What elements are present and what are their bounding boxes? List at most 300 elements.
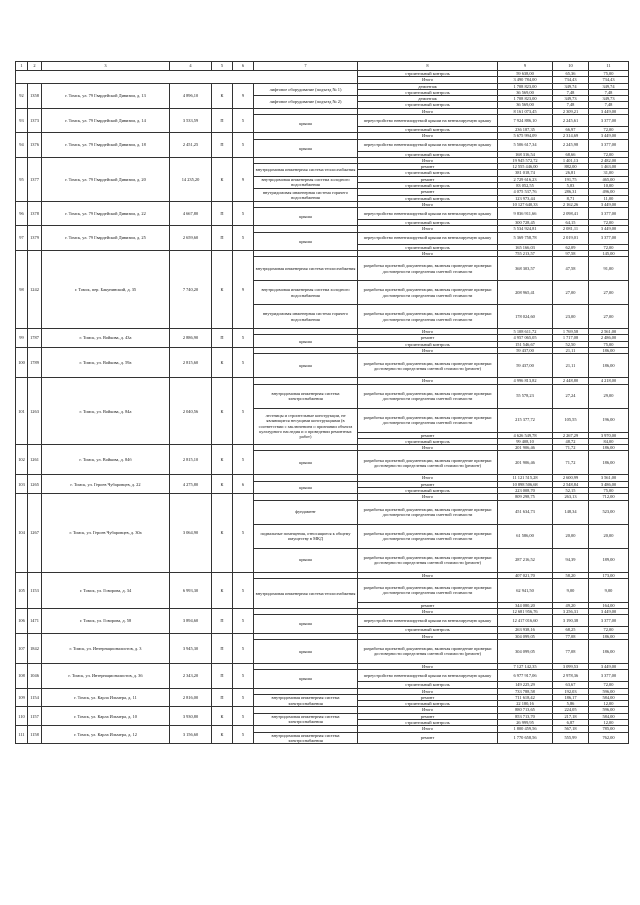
col-header: 11: [589, 62, 629, 71]
cost-cell: 263 938,16: [498, 627, 553, 633]
rate-cell: 1 769,58: [553, 329, 589, 335]
limit-cell: 72,00: [589, 682, 629, 688]
work-cell: ремонт: [358, 176, 498, 182]
cost-cell: 368 303,57: [498, 257, 553, 281]
work-cell: строительный контроль: [358, 701, 498, 707]
cost-cell: 711 618,42: [498, 694, 553, 700]
floors: 5: [233, 201, 254, 226]
limit-cell: 596,00: [589, 688, 629, 694]
rate-cell: 21,11: [553, 354, 589, 378]
system-cell: внутридомовая инженерная система теплоснабжения: [254, 164, 358, 177]
limit-cell: 173,00: [589, 572, 629, 578]
cost-cell: 99 408,10: [498, 438, 553, 444]
cost-cell: 7 924 886,10: [498, 114, 553, 126]
house-area: 3 533,59: [170, 108, 212, 133]
col-header: 2: [28, 62, 42, 71]
rate-cell: 186,17: [553, 694, 589, 700]
house-address: г. Томск, ул. Войкова, д. 84а: [42, 378, 170, 445]
work-cell: ремонт: [358, 164, 498, 170]
rate-cell: 2 978,36: [553, 670, 589, 682]
floors: 5: [233, 726, 254, 744]
house-id: 1157: [28, 707, 42, 726]
work-cell: Итого: [358, 201, 498, 207]
row-number: 109: [16, 688, 28, 707]
work-cell: Итого: [358, 226, 498, 232]
limit-cell: 27,00: [589, 305, 629, 329]
cost-cell: 9 836 911,66: [498, 208, 553, 220]
system-cell: крыша: [254, 139, 358, 157]
limit-cell: 186,00: [589, 348, 629, 354]
row-number: 111: [16, 726, 28, 744]
house-area: 2 886,90: [170, 329, 212, 348]
house-area: 2 451,25: [170, 133, 212, 158]
house-area: 4 896,10: [170, 83, 212, 108]
limit-cell: 584,00: [589, 713, 629, 719]
house-address: г. Томск, ул. Войкова, д. 84б: [42, 445, 170, 475]
rate-cell: 77,08: [553, 633, 589, 639]
work-cell: переустройство невентилируемой крыши на вентилируемую крышу: [358, 114, 498, 126]
limit-cell: 2 486,00: [589, 335, 629, 341]
cost-cell: 344 080,20: [498, 602, 553, 608]
limit-cell: 84,00: [589, 438, 629, 444]
limit-cell: 186,00: [589, 633, 629, 639]
row-number: 101: [16, 378, 28, 445]
work-cell: Итого: [358, 609, 498, 615]
cost-cell: 149 225,29: [498, 682, 553, 688]
limit-cell: 27,00: [589, 281, 629, 305]
rate-cell: 3 256,31: [553, 609, 589, 615]
system-cell: внутридомовая инженерная система холодного водоснабжения: [254, 281, 358, 305]
row-number: 103: [16, 475, 28, 494]
register-table: [15, 61, 629, 744]
cost-cell: 755 213,57: [498, 250, 553, 256]
work-cell: ремонт: [358, 732, 498, 744]
col-header: 4: [170, 62, 212, 71]
rate-cell: 882,00: [553, 164, 589, 170]
cost-cell: 1 800 459,56: [498, 726, 553, 732]
system-cell: крыша: [254, 639, 358, 663]
row-number: 110: [16, 707, 28, 726]
cost-cell: 381 018,74: [498, 170, 553, 176]
cost-cell: 26 999,95: [498, 719, 553, 725]
cost-cell: 4 957 065,05: [498, 335, 553, 341]
work-cell: ремонт: [358, 602, 498, 608]
limit-cell: 3 377,00: [589, 208, 629, 220]
work-cell: Итого: [358, 250, 498, 256]
rate-cell: 49,20: [553, 602, 589, 608]
limit-cell: 75,00: [589, 341, 629, 347]
cost-cell: 287 216,52: [498, 548, 553, 572]
rate-cell: 105,55: [553, 408, 589, 432]
cell-empty: [16, 71, 358, 84]
cost-cell: 59 638,00: [498, 71, 553, 77]
wall-material: К: [212, 83, 233, 108]
wall-material: П: [212, 201, 233, 226]
house-area: 4 275,80: [170, 475, 212, 494]
rate-cell: 68,66: [553, 151, 589, 157]
work-cell: ремонт: [358, 189, 498, 195]
work-cell: строительный контроль: [358, 182, 498, 188]
house-area: 3 930,80: [170, 707, 212, 726]
limit-cell: 785,00: [589, 726, 629, 732]
house-id: 1265: [28, 475, 42, 494]
row-number: 105: [16, 572, 28, 609]
col-header: 3: [42, 62, 170, 71]
work-cell: разработка проектной документации, включая проведение проверки достоверности определения сметной стоимости: [358, 281, 498, 305]
cost-cell: 36 569,00: [498, 102, 553, 108]
floors: 5: [233, 108, 254, 133]
limit-cell: 9,00: [589, 578, 629, 602]
house-address: г. Томск, ул. Говорова, д. 58: [42, 609, 170, 634]
work-cell: Итого: [358, 726, 498, 732]
limit-cell: 1 463,00: [589, 164, 629, 170]
row-number: 97: [16, 226, 28, 251]
work-cell: строительный контроль: [358, 170, 498, 176]
work-cell: переустройство невентилируемой крыши на вентилируемую крышу: [358, 670, 498, 682]
rate-cell: 52,15: [553, 488, 589, 494]
system-cell: внутридомовая инженерная система горячего водоснабжения: [254, 189, 358, 202]
wall-material: К: [212, 572, 233, 609]
house-area: 2 343,20: [170, 663, 212, 688]
limit-cell: 12,00: [589, 701, 629, 707]
cost-cell: 178 024,60: [498, 305, 553, 329]
limit-cell: 3 449,00: [589, 226, 629, 232]
system-cell: крыша: [254, 481, 358, 494]
floors: 5: [233, 226, 254, 251]
house-area: 7 740,20: [170, 250, 212, 328]
limit-cell: 3 449,00: [589, 663, 629, 669]
cost-cell: 4 075 537,76: [498, 189, 553, 195]
rate-cell: 97,58: [553, 250, 589, 256]
limit-cell: 11,00: [589, 195, 629, 201]
house-address: г. Томск, ул. Интернационалистов, д. 36: [42, 663, 170, 688]
work-cell: строительный контроль: [358, 71, 498, 77]
work-cell: ремонт: [358, 432, 498, 438]
system-cell: крыша: [254, 114, 358, 132]
limit-cell: 349,74: [589, 83, 629, 89]
cost-cell: 4 626 549,78: [498, 432, 553, 438]
limit-cell: 75,00: [589, 488, 629, 494]
limit-cell: 189,00: [589, 548, 629, 572]
wall-material: К: [212, 250, 233, 328]
house-id: 1789: [28, 348, 42, 378]
limit-cell: 4 218,00: [589, 378, 629, 384]
rate-cell: 2 309,21: [553, 108, 589, 114]
house-id: 1373: [28, 108, 42, 133]
limit-cell: 186,00: [589, 639, 629, 663]
col-header: 9: [498, 62, 553, 71]
col-header: 8: [358, 62, 498, 71]
cost-cell: 55 578,23: [498, 384, 553, 408]
house-address: г. Томск, ул. Героев Чубаровцев, д. 30а: [42, 494, 170, 572]
wall-material: П: [212, 108, 233, 133]
system-cell: крыша: [254, 208, 358, 226]
limit-cell: 496,00: [589, 189, 629, 195]
work-cell: Итого: [358, 707, 498, 713]
row-number: 93: [16, 108, 28, 133]
rate-cell: 62,09: [553, 244, 589, 250]
floors: 5: [233, 663, 254, 688]
work-cell: строительный контроль: [358, 89, 498, 95]
cost-cell: 12 681 956,76: [498, 609, 553, 615]
row-number: 92: [16, 83, 28, 108]
system-cell: внутридомовая инженерная система теплоснабжения: [254, 257, 358, 281]
rate-cell: 20,00: [553, 524, 589, 548]
rate-cell: 52,50: [553, 341, 589, 347]
system-cell: крыша: [254, 670, 358, 688]
row-number: 96: [16, 201, 28, 226]
rate-cell: 3 190,38: [553, 615, 589, 627]
rate-cell: 734,43: [553, 77, 589, 83]
house-id: 1158: [28, 726, 42, 744]
limit-cell: 31,00: [589, 170, 629, 176]
system-cell: фундамент: [254, 500, 358, 524]
house-area: 2 815,60: [170, 348, 212, 378]
system-cell: внутридомовая инженерная система электроснабжения: [254, 694, 358, 707]
house-area: 2 040,56: [170, 378, 212, 445]
wall-material: П: [212, 329, 233, 348]
limit-cell: 734,43: [589, 77, 629, 83]
rate-cell: 7,48: [553, 89, 589, 95]
limit-cell: 7,48: [589, 89, 629, 95]
limit-cell: 91,00: [589, 257, 629, 281]
cost-cell: 300 728,45: [498, 220, 553, 226]
limit-cell: 2 561,00: [589, 329, 629, 335]
header-row: [16, 62, 629, 71]
floors: 9: [233, 83, 254, 108]
house-address: г. Томск, ул. 79 Гвардейской Дивизии, д. 22: [42, 201, 170, 226]
limit-cell: 3 449,00: [589, 609, 629, 615]
limit-cell: 349,73: [589, 96, 629, 102]
rate-cell: 224,05: [553, 707, 589, 713]
house-address: г. Томск, ул. Карла Ильмера, д. 11: [42, 688, 170, 707]
system-cell: лестницы и строительные конструкции, не являющиеся несущими конструкциями (в соответствии с заключением о признании объекта культурного наследия и о проведении ремонтных работ): [254, 408, 358, 445]
limit-cell: 3 377,00: [589, 232, 629, 244]
cost-cell: 36 569,00: [498, 89, 553, 95]
work-cell: строительный контроль: [358, 438, 498, 444]
limit-cell: 186,00: [589, 354, 629, 378]
rate-cell: 58,20: [553, 572, 589, 578]
col-header: 10: [553, 62, 589, 71]
limit-cell: 186,00: [589, 451, 629, 475]
work-cell: разработка проектной документации, включая проведение проверки достоверности определения сметной стоимости: [358, 257, 498, 281]
rate-cell: 2 162,26: [553, 201, 589, 207]
cost-cell: 451 634,73: [498, 500, 553, 524]
work-cell: разработка проектной документации, включая проведение проверки достоверности определения сметной стоимости (ремонт): [358, 451, 498, 475]
cost-cell: 223 008,70: [498, 488, 553, 494]
cost-cell: 201 906,46: [498, 445, 553, 451]
system-cell: крыша: [254, 548, 358, 572]
work-cell: переустройство невентилируемой крыши на вентилируемую крышу: [358, 232, 498, 244]
cost-cell: 62 941,50: [498, 578, 553, 602]
system-cell: внутридомовая инженерная система электроснабжения: [254, 713, 358, 726]
house-area: 3 945,30: [170, 633, 212, 663]
cost-cell: 304 099,05: [498, 639, 553, 663]
work-cell: строительный контроль: [358, 682, 498, 688]
work-cell: ремонт: [358, 713, 498, 719]
wall-material: П: [212, 633, 233, 663]
house-id: 1046: [28, 663, 42, 688]
system-cell: лифтовое оборудование (подъезд № 1): [254, 83, 358, 96]
house-area: 3 156,60: [170, 726, 212, 744]
system-cell: крыша: [254, 615, 358, 633]
house-id: 1263: [28, 378, 42, 445]
cost-cell: 1 708 823,00: [498, 83, 553, 89]
limit-cell: 7,48: [589, 102, 629, 108]
rate-cell: 2 314,69: [553, 133, 589, 139]
cost-cell: 1 770 658,56: [498, 732, 553, 744]
rate-cell: 65,36: [553, 71, 589, 77]
wall-material: П: [212, 688, 233, 707]
work-cell: строительный контроль: [358, 220, 498, 226]
house-address: г. Томск, ул. 79 Гвардейской Дивизии, д. 18: [42, 133, 170, 158]
house-id: 1261: [28, 445, 42, 475]
house-address: г. Томск, ул. Героев Чубаровцев, д. 22: [42, 475, 170, 494]
cost-cell: 10 898 506,68: [498, 481, 553, 487]
work-cell: Итого: [358, 77, 498, 83]
cost-cell: 2 729 616,23: [498, 176, 553, 182]
rate-cell: 7,48: [553, 102, 589, 108]
cost-cell: 8 161 073,45: [498, 108, 553, 114]
rate-cell: 2 019,01: [553, 232, 589, 244]
cost-cell: 5 675 994,09: [498, 133, 553, 139]
cost-cell: 168 316,54: [498, 151, 553, 157]
rate-cell: 23,00: [553, 305, 589, 329]
system-cell: внутридомовая инженерная система электроснабжения: [254, 384, 358, 408]
limit-cell: 3 486,00: [589, 481, 629, 487]
limit-cell: 3 970,00: [589, 432, 629, 438]
limit-cell: 72,00: [589, 151, 629, 157]
cost-cell: 880 713,65: [498, 707, 553, 713]
limit-cell: 196,00: [589, 408, 629, 432]
floors: 5: [233, 688, 254, 707]
house-id: 1267: [28, 494, 42, 572]
work-cell: разработка проектной документации, включая проведение проверки достоверности определения сметной стоимости: [358, 524, 498, 548]
cost-cell: 236 187,35: [498, 126, 553, 132]
work-cell: разработка проектной документации, включая проведение проверки достоверности определения сметной стоимости: [358, 305, 498, 329]
cost-cell: 11 121 515,28: [498, 475, 553, 481]
cost-cell: 1 708 823,00: [498, 96, 553, 102]
work-cell: Итого: [358, 445, 498, 451]
house-area: 2 815,10: [170, 445, 212, 475]
rate-cell: 94,39: [553, 548, 589, 572]
system-cell: крыша: [254, 335, 358, 348]
cost-cell: 208 965,41: [498, 281, 553, 305]
cost-cell: 61 586,00: [498, 524, 553, 548]
house-id: 1378: [28, 201, 42, 226]
system-cell: подвальные помещения, относящиеся к общему имуществу в МКД: [254, 524, 358, 548]
row-number: 98: [16, 250, 28, 328]
cost-cell: 59 437,00: [498, 354, 553, 378]
work-cell: строительный контроль: [358, 719, 498, 725]
rate-cell: 5,83: [553, 182, 589, 188]
house-id: 1376: [28, 133, 42, 158]
wall-material: П: [212, 609, 233, 634]
house-area: 4 667,80: [170, 201, 212, 226]
cost-cell: 12 555 446,00: [498, 164, 553, 170]
house-area: 2 816,00: [170, 688, 212, 707]
limit-cell: 72,00: [589, 244, 629, 250]
cost-cell: 165 166,03: [498, 244, 553, 250]
limit-cell: 523,00: [589, 500, 629, 524]
col-header: 7: [254, 62, 358, 71]
work-cell: строительный контроль: [358, 102, 498, 108]
work-cell: Итого: [358, 133, 498, 139]
house-id: 1787: [28, 329, 42, 348]
rate-cell: 8,71: [553, 195, 589, 201]
work-cell: строительный контроль: [358, 341, 498, 347]
cost-cell: 3 490 784,00: [498, 77, 553, 83]
wall-material: К: [212, 475, 233, 494]
work-cell: ремонт: [358, 335, 498, 341]
floors: 9: [233, 157, 254, 201]
work-cell: строительный контроль: [358, 195, 498, 201]
rate-cell: 48,72: [553, 438, 589, 444]
rate-cell: 63,67: [553, 682, 589, 688]
system-cell: внутридомовая инженерная система теплоснабжения: [254, 578, 358, 608]
work-cell: Итого: [358, 633, 498, 639]
limit-cell: 3 377,00: [589, 615, 629, 627]
cost-cell: 5 534 924,81: [498, 226, 553, 232]
system-cell: крыша: [254, 451, 358, 475]
rate-cell: 2 081,11: [553, 226, 589, 232]
house-id: 1842: [28, 633, 42, 663]
limit-cell: 10,00: [589, 182, 629, 188]
house-address: г. Томск, ул. Карла Ильмера, д. 12: [42, 726, 170, 744]
limit-cell: 186,00: [589, 445, 629, 451]
floors: 6: [233, 475, 254, 494]
house-address: г. Томск, ул. Говорова, д. 34: [42, 572, 170, 609]
limit-cell: 712,00: [589, 494, 629, 500]
work-cell: Итого: [358, 663, 498, 669]
house-id: 1377: [28, 157, 42, 201]
system-cell: внутридомовая инженерная система электроснабжения: [254, 732, 358, 744]
limit-cell: 3 561,00: [589, 475, 629, 481]
cost-cell: 123 973,44: [498, 195, 553, 201]
limit-cell: 145,00: [589, 250, 629, 256]
limit-cell: 72,00: [589, 126, 629, 132]
wall-material: К: [212, 157, 233, 201]
wall-material: П: [212, 133, 233, 158]
rate-cell: 192,03: [553, 688, 589, 694]
rate-cell: 21,11: [553, 348, 589, 354]
cost-cell: 83 052,55: [498, 182, 553, 188]
col-header: 6: [233, 62, 254, 71]
floors: 5: [233, 633, 254, 663]
work-cell: строительный контроль: [358, 151, 498, 157]
house-area: 3 894,60: [170, 609, 212, 634]
limit-cell: 3 377,00: [589, 670, 629, 682]
cost-cell: 10 127 640,33: [498, 201, 553, 207]
floors: 5: [233, 348, 254, 378]
house-id: 1154: [28, 688, 42, 707]
limit-cell: 3 449,00: [589, 133, 629, 139]
rate-cell: 217,18: [553, 713, 589, 719]
work-cell: Итого: [358, 494, 498, 500]
work-cell: Итого: [358, 157, 498, 163]
cost-cell: 12 417 016,60: [498, 615, 553, 627]
work-cell: строительный контроль: [358, 627, 498, 633]
floors: 5: [233, 445, 254, 475]
limit-cell: 2 482,00: [589, 157, 629, 163]
floors: 5: [233, 572, 254, 609]
work-cell: разработка проектной документации, включая проведение проверки достоверности определения сметной стоимости (ремонт): [358, 354, 498, 378]
house-address: г. Томск, пер. Бакунинский, д. 35: [42, 250, 170, 328]
table-row: [16, 83, 629, 89]
limit-cell: 72,00: [589, 627, 629, 633]
work-cell: ремонт: [358, 694, 498, 700]
limit-cell: 465,00: [589, 176, 629, 182]
